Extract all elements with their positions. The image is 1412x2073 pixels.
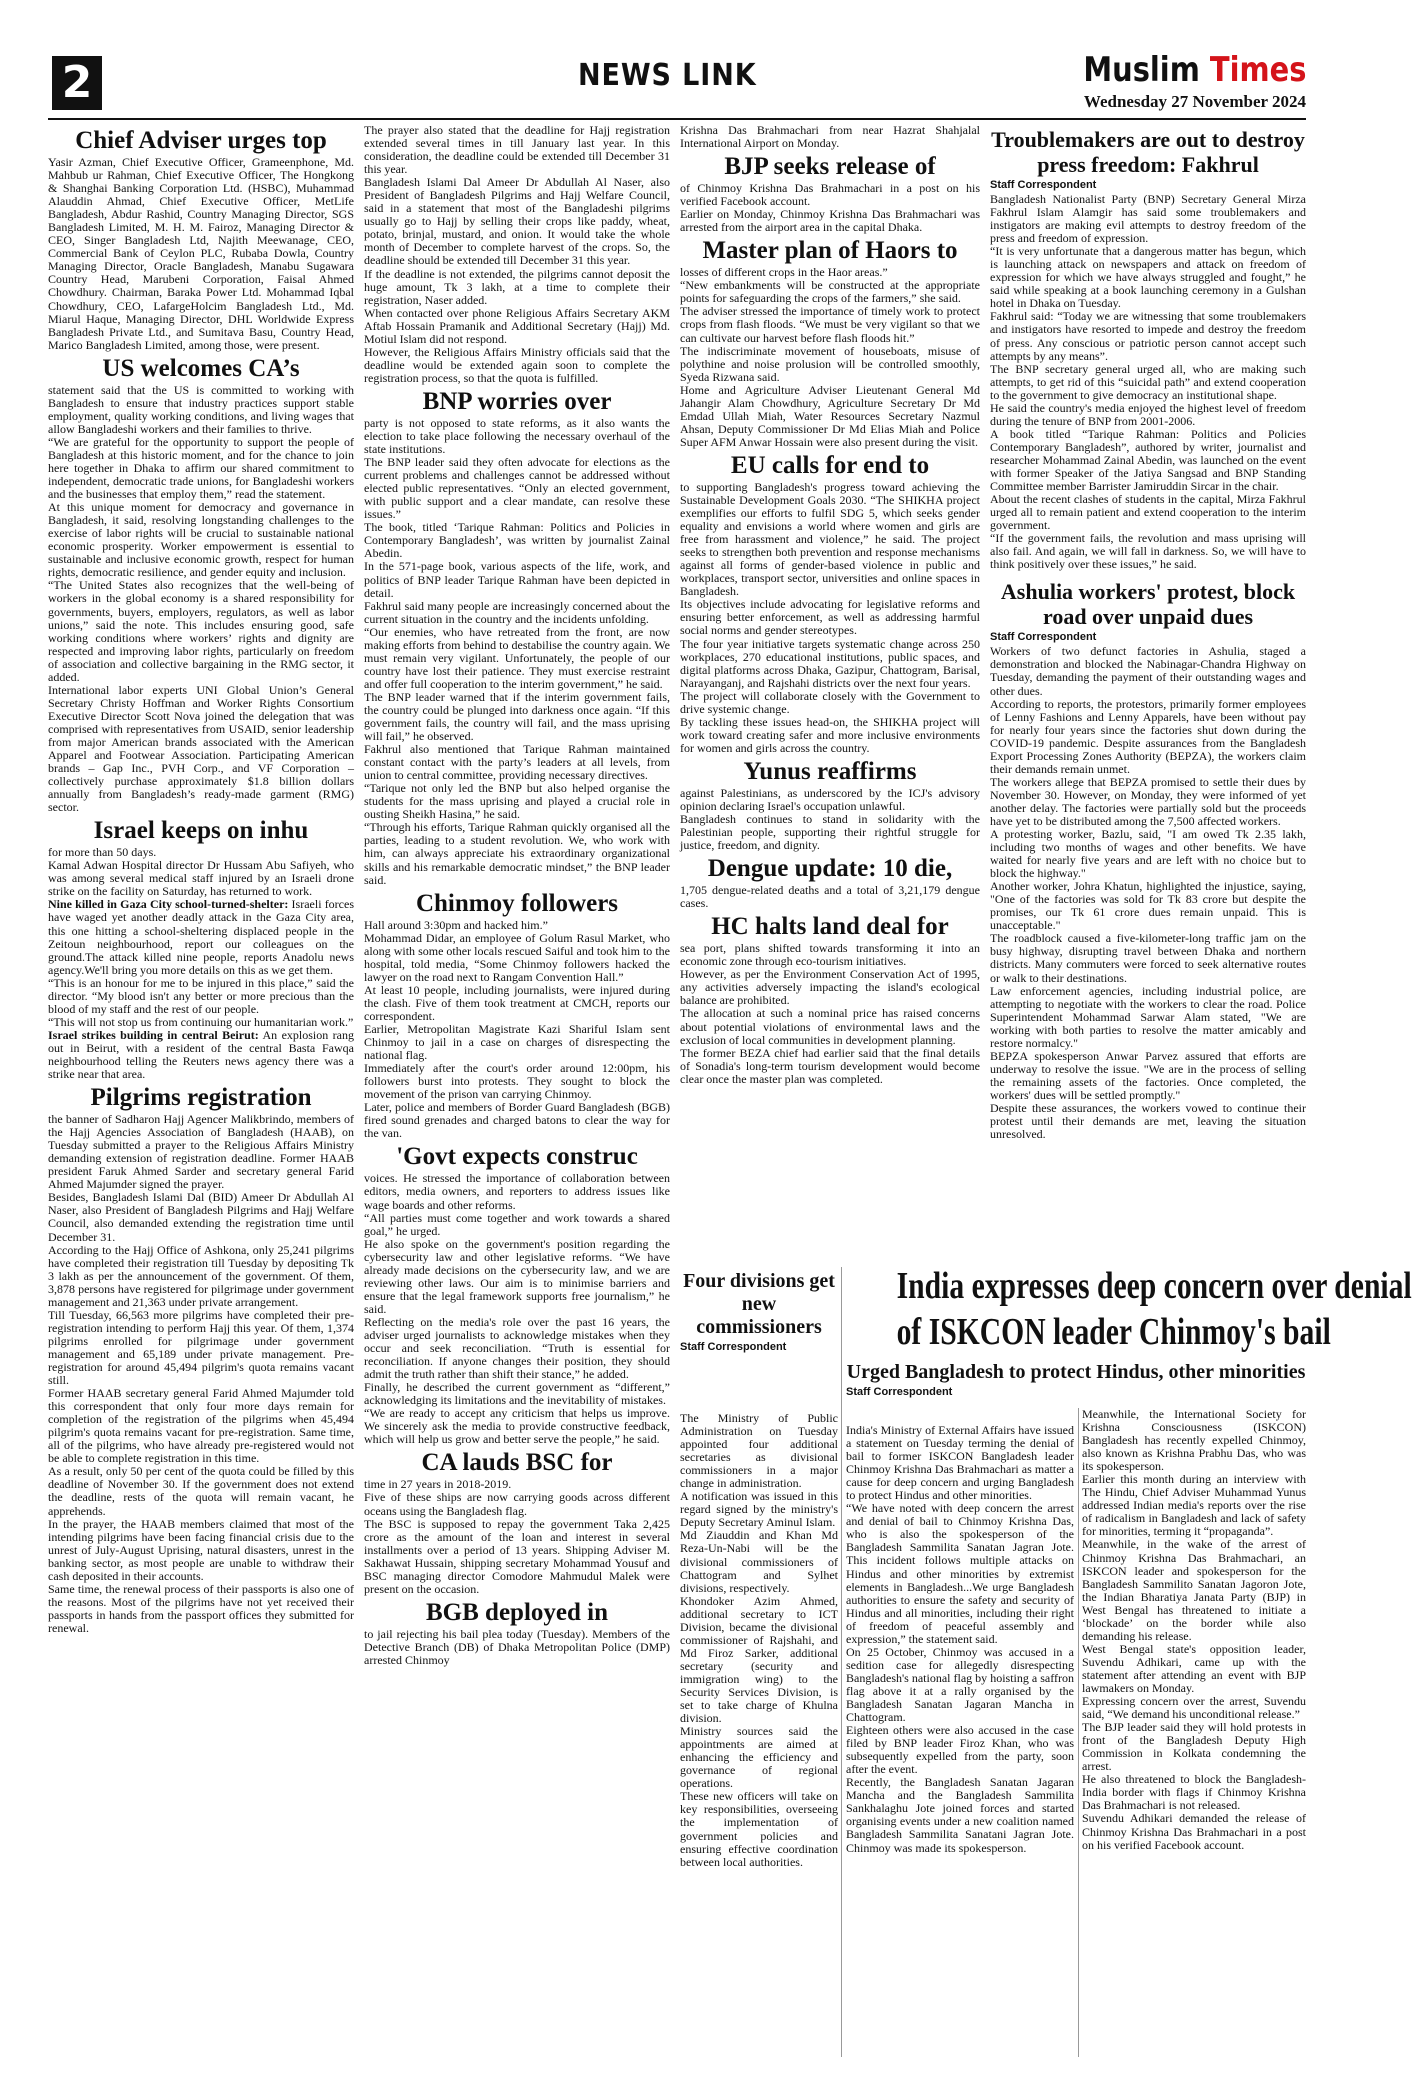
paragraph-text: Israeli forces have waged yet another deadly attack in the Gaza City area, this one hitting a school-sheltering displaced people in the Zeitoun neighbourhood, report our colleagues on the ground.The attack killed nine people, reports Anadolu news agency.We'll bring you more details on this as we get them. (48, 897, 355, 977)
paragraph: About the recent clashes of students in the capital, Mirza Fakhrul urged all to remain patient and extend cooperation to the interim government. (990, 492, 1306, 533)
newspaper-logo (1083, 50, 1306, 90)
paragraph: Bangladesh continues to stand in solidarity with the Palestinian people, supporting their rightful struggle for justice, freedom, and dignity. (680, 812, 980, 853)
paragraph: losses of different crops in the Haor areas.” (680, 265, 888, 280)
paragraph: The prayer also stated that the deadline for Hajj registration extended several times in till January last year. In this consideration, the deadline could be extended till December 31 this year. (364, 123, 670, 177)
headline: Ashulia workers' protest, block road over unpaid dues (1000, 579, 1296, 630)
column-1 (48, 124, 354, 2059)
paragraph: “All parties must come together and work towards a shared goal,” he urged. (364, 1210, 670, 1238)
india-lead-head (846, 1263, 1412, 1400)
headline: BGB deployed in (426, 1598, 608, 1626)
paragraph: The project will collaborate closely with the Government to drive systemic change. (680, 688, 980, 716)
india-body-col-1 (846, 1424, 1074, 2052)
paragraph: According to reports, the protestors, primarily former employees of Lenny Fashions and Lenny Apparels, have been without pay for nearly four years since the factories shut down during the COVID-19 pandemic. Despite assurances from the Bangladesh Export Processing Zones Authority (BEPZA), the workers claim their demands remain unmet. (990, 696, 1306, 776)
paragraph: “If the government fails, the revolution and mass uprising will also fail. And again, we will fall in darkness. So, we will have to think positively over these issues,” he said. (990, 531, 1306, 572)
headline: Israel keeps on inhu (93, 817, 309, 845)
paragraph: Fakhrul said: “Today we are witnessing that some troublemakers and instigators have resorted to impede and destroy the freedom of press. Any conscious or patriotic person cannot accept such attempts by any means”. (990, 309, 1306, 363)
paragraph: The BJP leader said they will hold protests in front of the Bangladesh Deputy High Commission in Kolkata condemning the arrest. (1082, 1720, 1306, 1774)
paragraph: of Chinmoy Krishna Das Brahmachari in a post on his verified Facebook account. (680, 181, 980, 209)
paragraph: voices. He stressed the importance of collaboration between editors, media owners, and reporters to address issues like wage boards and other reforms. (364, 1171, 670, 1212)
paragraph: “This is an honour for me to be injured in this place,” said the director. “My blood isn't any better or more precious than the blood of my staff and the rest of our people. (48, 975, 354, 1016)
paragraph: Recently, the Bangladesh Sanatan Jagaran Mancha and the Bangladesh Sammilita Sankhalaghu Jote joined forces and started organising events under a new coalition named Bangladesh Sammilita Sanatani Jagran Jote. Chinmoy was made its spokesperson. (846, 1775, 1074, 1855)
paragraph: to jail rejecting his bail plea today (Tuesday). Members of the Detective Branch (DB) of Dhaka Metropolitan Police (DMP) arrested Chinmoy (364, 1626, 670, 1667)
paragraph: The former BEZA chief had earlier said that the final details of Sonadia's long-term tourism development would become clear once the master plan was completed. (680, 1045, 980, 1086)
paragraph (48, 1029, 354, 1081)
paragraph: However, as per the Environment Conservation Act of 1995, any activities adversely impacting the island's ecological balance are prohibited. (680, 967, 980, 1008)
paragraph: 1,705 dengue-related deaths and a total of 3,21,179 dengue cases. (680, 883, 980, 911)
paragraph: On 25 October, Chinmoy was accused in a sedition case for allegedly disrespecting Bangladesh's national flag by hoisting a saffron flag above it at a rally organised by the Bangladesh Sanatan Jagaran Mancha in Chattogram. (846, 1644, 1074, 1725)
paragraph: According to the Hajj Office of Ashkona, only 25,241 pilgrims have completed their registration till Tuesday by depositing Tk 3 lakh as per the announcement of the government. Of them, 3,878 persons have registered for pilgrimage under government management and 21,363 under private arrangement. (48, 1242, 354, 1309)
subhead: Israel strikes building in central Beirut: (48, 1027, 259, 1042)
headline: BJP seeks release of (724, 153, 936, 181)
paragraph: At least 10 people, including journalists, were injured during the clash. Five of them took treatment at CMCH, reports our correspondent. (364, 982, 670, 1023)
paragraph: “We are ready to accept any criticism that helps us improve. We sincerely ask the media to provide constructive feedback, which will help us grow and better serve the people,” he said. (364, 1406, 670, 1447)
paragraph: to supporting Bangladesh's progress toward achieving the Sustainable Development Goals 2030. “The SHIKHA project exemplifies our efforts to fulfil SDG 5, which seeks gender equality and envisions a world where women and girls are free from harassment and violence,” he said. The project seeks to strengthen both prevention and response mechanisms against all forms of gender-based violence in public and workplaces, transport sector, universities and online spaces in Bangladesh. (680, 479, 980, 599)
paragraph: Former HAAB secretary general Farid Ahmed Majumder told this correspondent that only four more days remain for completion of the registration of the pilgrims when 45,494 pilgrim's quota remains vacant for pre-registration. Same time, all of the pilgrims, who have already pre-registered would not be able to complete registration in this time. (48, 1386, 354, 1466)
headline: 'Govt expects construc (396, 1143, 638, 1171)
paragraph: When contacted over phone Religious Affairs Secretary AKM Aftab Hossain Pramanik and Additional Secretary (Hajj) Md. Motiul Islam did not respond. (364, 305, 670, 346)
headline: Four divisions get new commissioners (683, 1270, 835, 1338)
paragraph: Reflecting on the media's role over the past 16 years, the adviser urged journalists to acknowledge mistakes when they occur and seek reconciliation. “Truth is essential for reconciliation. If anyone changes their position, they should admit the truth rather than shift their stance,” he added. (364, 1314, 670, 1382)
paragraph: Law enforcement agencies, including industrial police, are attempting to negotiate with the workers to clear the road. Police Superintendent Mohammad Sarwar Alam stated, "We are working with both parties to resolve the matter amicably and restore normalcy." (990, 983, 1306, 1050)
paragraph: The roadblock caused a five-kilometer-long traffic jam on the busy highway, disrupting travel between Dhaka and northern districts. Many commuters were forced to seek alternative routes or walk to their destinations. (990, 931, 1306, 985)
paragraph: Same time, the renewal process of their passports is also one of the reasons. Most of the pilgrims have not yet received their passports in hands from the passport offices they submitted for renewal. (48, 1581, 354, 1635)
paragraph: International labor experts UNI Global Union’s General Secretary Christy Hoffman and Worker Rights Consortium Executive Director Scott Nova joined the delegation that was comprised with representatives from USAID, senior leadership from major American brands associated with the American Apparel and Footwear Association. Participating American brands – Gap Inc., PVH Corp., and VF Corporation – collectively purchase approximately $1.8 billion dollars annually from Bangladesh’s ready-made garment (RMG) sector. (48, 682, 354, 815)
paragraph: A protesting worker, Bazlu, said, "I am owed Tk 2.35 lakh, including two months of wages and other benefits. We have waited for nearly five years and are left with no choice but to block the highway." (990, 827, 1306, 881)
column-4 (990, 124, 1306, 1254)
byline: Staff Correspondent (846, 1386, 953, 1398)
headline: CA lauds BSC for (421, 1449, 613, 1477)
paragraph: “New embankments will be constructed at the appropriate points for safeguarding the crops of the farmers,” she said. (680, 278, 980, 306)
paragraph: Meanwhile, the International Society for Krishna Consciousness (ISKCON) Bangladesh has recently expelled Chinmoy, also known as Krishna Prabhu Das, who was its spokesperson. (1082, 1407, 1306, 1474)
paragraph: Home and Agriculture Adviser Lieutenant General Md Jahangir Alam Chowdhury, Agriculture Secretary Dr Md Emdad Ullah Miah, Water Resources Secretary Nazmul Ahsan, Deputy Commissioner Dr Md Elias Miah and Police Super AFM Anwar Hossain were also present during the visit. (680, 382, 980, 449)
paragraph: The book, titled ‘Tarique Rahman: Politics and Policies in Contemporary Bangladesh’, was written by journalist Zainal Abedin. (364, 520, 670, 561)
paragraph: Its objectives include advocating for legislative reforms and ensuring better enforcement, as well as addressing harmful social norms and gender stereotypes. (680, 597, 980, 638)
paragraph: Bangladesh Nationalist Party (BNP) Secretary General Mirza Fakhrul Islam Alamgir has said some troublemakers and instigators are making evil attempts to destroy freedom of the press and freedom of expression. (990, 192, 1306, 246)
headline: Chinmoy followers (415, 889, 619, 917)
four-divisions-head (680, 1267, 838, 1355)
paragraph: A book titled “Tarique Rahman: Politics and Policies Contemporary Bangladesh”, authored by writer, journalist and researcher Mohammad Zainal Abedin, was launched on the event with former Speaker of the Jatiya Sangsad and BNP Standing Committee member Barrister Jamiruddin Sircar in the chair. (990, 426, 1306, 494)
paragraph: He also threatened to block the Bangladesh-India border with flags if Chinmoy Krishna Das Brahmachari is not released. (1082, 1772, 1306, 1813)
paragraph-text: An explosion rang out in Beirut, with a resident of the central Basta Fawqa neighbourhood telling the Reuters news agency there was a strike near that area. (48, 1027, 354, 1082)
paragraph: Immediately after the court's order around 12:00pm, his followers burst into protests. They sought to block the movement of the prison van carrying Chinmoy. (364, 1061, 670, 1102)
paragraph: West Bengal state's opposition leader, Suvendu Adhikari, came up with the statement after attending an event with BJP lawmakers on Monday. (1082, 1641, 1306, 1695)
headline: EU calls for end to (730, 451, 930, 479)
paragraph: By tackling these issues head-on, the SHIKHA project will work toward creating safer and more inclusive environments for women and girls across the country. (680, 714, 980, 755)
column-2 (364, 124, 670, 2059)
paragraph: “This will not stop us from continuing our humanitarian work.” (48, 1014, 354, 1029)
paragraph: Expressing concern over the arrest, Suvendu said, “We demand his unconditional release.” (1082, 1694, 1306, 1722)
headline: BNP worries over (422, 387, 612, 415)
india-body-col-2 (1082, 1408, 1306, 2052)
paragraph: The four year initiative targets systematic change across 250 workplaces, 270 educational institutions, public spaces, and digital platforms across Dhaka, Gazipur, Chattogram, Barisal, Narayanganj, and Rajshahi districts over the next four years. (680, 636, 980, 690)
paragraph: Meanwhile, in the wake of the arrest of Chinmoy Krishna Das Brahmachari, an ISKCON leader and spokesperson for the Bangladesh Sammilito Sanatan Jagoron Jote, the Indian Bharatiya Janata Party (BJP) in West Bengal has threatened to initiate a ‘blockade’ on the border while also demanding his release. (1082, 1537, 1306, 1643)
issue-date: Wednesday 27 November 2024 (1083, 92, 1306, 111)
paragraph: As a result, only 50 per cent of the quota could be filled by this deadline of November 30. If the government does not extend the deadline, rests of the quota will remain vacant, he apprehends. (48, 1464, 354, 1518)
paragraph: At this unique moment for democracy and governance in Bangladesh, it said, resolving longstanding challenges to the exercise of labor rights will be crucial to sustainable national economic prosperity. Worker empowerment is essential to sustainable and inclusive economic growth, respect for human rights, democratic resilience, and gender equity and inclusion. (48, 500, 354, 580)
paragraph: However, the Religious Affairs Ministry officials said that the deadline would be extended again soon to complete the registration process, so that the quota is fulfilled. (364, 344, 670, 385)
paragraph: The Ministry of Public Administration on Tuesday appointed four additional secretaries as divisional commissioners in a major change in administration. (680, 1411, 838, 1491)
paragraph: “Through his efforts, Tarique Rahman quickly organised all the parties, leading to a student revolution. We, who work with him, can always appreciate his extraordinary organizational skills and his remarkable democratic mindset,” the BNP leader said. (364, 820, 670, 887)
paragraph: Hall around 3:30pm and hacked him.” (364, 917, 548, 932)
paragraph: The adviser stressed the importance of timely work to protect crops from flash floods. “We must be very vigilant so that we can cultivate our harvest before flash floods hit.” (680, 304, 980, 345)
paragraph: the banner of Sadharon Hajj Agencer Malikbrindo, members of the Hajj Agencies Association of Bangladesh (HAAB), on Tuesday submitted a prayer to the Religious Affairs Ministry demanding extension of registration deadline. Former HAAB president Faruk Ahmed Sarder and secretary general Farid Ahmed Majumder signed the prayer. (48, 1112, 354, 1192)
paragraph: party is not opposed to state reforms, as it also wants the election to take place following the necessary overhaul of the state institutions. (364, 415, 670, 457)
page-number: 2 (52, 56, 102, 110)
headline: HC halts land deal for (711, 913, 949, 941)
paragraph: “We have noted with deep concern the arrest and denial of bail to Chinmoy Krishna Das, who is also the spokesperson of the Bangladesh Sammilita Sanatan Jagran Jote. This incident follows multiple attacks on Hindus and other minorities by extremist elements in Bangladesh...We urge Bangladesh authorities to ensure the safety and security of Hindus and all minorities, including their right of freedom of peaceful assembly and expression,” the statement said. (846, 1501, 1074, 1646)
paragraph: BEPZA spokesperson Anwar Parvez assured that efforts are underway to resolve the issue. "We are in the process of selling the remaining assets of the factories. Once completed, the workers' dues will be settled promptly." (990, 1048, 1306, 1102)
paragraph: Yasir Azman, Chief Executive Officer, Grameenphone, Md. Mahbub ur Rahman, Chief Executive Officer, The Hongkong & Shanghai Banking Corporation Ltd. (HSBC), Muhammad Alauddin Ahmad, Chief Executive Officer, MetLife Bangladesh, Abdur Rashid, Country Managing Director, SGS Bangladesh Limited, M. H. M. Fairoz, Managing Director & CEO, Singer Bangladesh Ltd, Najith Meewanage, CEO, Commercial Bank of Ceylon PLC, Rubaba Dowla, Country Managing Director, Oracle Bangladesh, Manabu Sugawara Country Head, Marubeni Corporation, Faisal Ahmed Chowdhury. Chairman, Baraka Power Ltd. Mohammad Iqbal Chowdhury, CEO, LafargeHolcim Bangladesh Ltd., Md. Miarul Haque, Managing Director, DHL Worldwide Express Bangladesh Private Ltd., and Sumitava Basu, Country Head, Marico Bangladesh Limited, among those, were present. (48, 155, 354, 352)
paragraph: “We are grateful for the opportunity to support the people of Bangladesh at this historic moment, and for the chance to join here together in Dhaka to affirm our shared commitment to independent, democratic trade unions, for Bangladeshi workers and the businesses that employ them,” read the statement. (48, 434, 354, 502)
headline: Master plan of Haors to (702, 237, 958, 265)
paragraph: The BSC is supposed to repay the government Taka 2,425 crore as the amount of the loan and interest in several installments over a period of 13 years. Shipping Adviser M. Sakhawat Hussain, shipping secretary Mohammad Yousuf and BSC managing director Comodore Mahmudul Malek were present on the occasion. (364, 1516, 670, 1596)
column-3 (680, 124, 980, 1259)
paragraph: sea port, plans shifted towards transforming it into an economic zone through eco-tourism initiatives. (680, 941, 980, 969)
paragraph: The allocation at such a nominal price has raised concerns about potential violations of environmental laws and the exclusion of local communities in development planning. (680, 1006, 980, 1047)
paragraph: Eighteen others were also accused in the case filed by BNP leader Firoz Khan, who was subsequently expelled from the party, soon after the event. (846, 1723, 1074, 1777)
four-divisions-body (680, 1412, 838, 2052)
column-rule (1078, 1408, 1079, 2057)
paragraph: time in 27 years in 2018-2019. (364, 1477, 512, 1492)
byline: Staff Correspondent (680, 1341, 787, 1353)
logo-word-times: Times (1209, 50, 1306, 90)
paragraph: Later, police and members of Border Guard Bangladesh (BGB) fired sound grenades and charged batons to clear the way for the van. (364, 1100, 670, 1141)
paragraph: If the deadline is not extended, the pilgrims cannot deposit the huge amount, Tk 3 lakh, at a time to complete their registration, Naser added. (364, 266, 670, 307)
paragraph: Fakhrul also mentioned that Tarique Rahman maintained constant contact with the party’s leaders at all levels, from union to central committee, providing necessary directives. (364, 742, 670, 783)
headline: Chief Adviser urges top (75, 127, 327, 154)
paragraph: Despite these assurances, the workers vowed to continue their protest until their demands are met, leaving the situation unresolved. (990, 1101, 1306, 1142)
headline: Troublemakers are out to destroy press freedom: Fakhrul (991, 127, 1305, 177)
paragraph: A notification was issued in this regard signed by the ministry's Deputy Secretary Aminul Islam. (680, 1489, 838, 1530)
paragraph: “Our enemies, who have retreated from the front, are now making efforts from behind to destabilise the country again. We must remain very vigilant. Unfortunately, the people of our country have lost their patience. They must exercise restraint and offer full cooperation to the interim government,” he said. (364, 624, 670, 691)
headline: US welcomes CA’s (102, 354, 300, 382)
paragraph: In the 571-page book, various aspects of the life, work, and politics of BNP leader Tarique Rahman have been depicted in detail. (364, 559, 670, 600)
paragraph (48, 898, 354, 976)
paragraph: India's Ministry of External Affairs have issued a statement on Tuesday terming the denial of bail to former ISKCON Bangladesh leader Chinmoy Krishna Das Brahmachari as matter a cause for deep concern and urging Bangladesh to protect Hindus and other minorities. (846, 1423, 1074, 1503)
paragraph: Finally, he described the current government as “different,” acknowledging its limitations and the inevitability of mistakes. (364, 1380, 670, 1408)
paragraph: Fakhrul said many people are increasingly concerned about the current situation in the country and the incidents unfolding. (364, 598, 670, 626)
paragraph: statement said that the US is committed to working with Bangladesh to ensure that industry practices support stable employment, quality working conditions, and living wages that allow Bangladeshi workers and their families to thrive. (48, 382, 354, 436)
paragraph: Khondoker Azim Ahmed, additional secretary to ICT Division, became the divisional commissioner of Rajshahi, and Md Firoz Sarker, additional secretary (security and immigration wing) to the Security Services Division, is set to take charge of Khulna division. (680, 1593, 838, 1726)
paragraph: Workers of two defunct factories in Ashulia, staged a demonstration and blocked the Nabinagar-Chandra Highway on Tuesday, demanding the payment of their outstanding wages and other dues. (990, 644, 1306, 698)
headline: Dengue update: 10 die, (707, 855, 953, 883)
headline: Pilgrims registration (90, 1084, 312, 1112)
paragraph: Suvendu Adhikari demanded the release of Chinmoy Krishna Das Brahmachari in a post on his verified Facebook account. (1082, 1811, 1306, 1852)
lead-headline-line-1: India expresses deep concern over denial (896, 1265, 1412, 1307)
paragraph: Earlier this month during an interview with The Hindu, Chief Adviser Muhammad Yunus addressed Indian media's reports over the rise of radicalism in Bangladesh and lack of safety for minorities, terming it “propaganda”. (1082, 1472, 1306, 1539)
paragraph: The BNP leader warned that if the interim government fails, the country could be plunged into darkness once again. “If this government fails, the country will fail, and the mass uprising will fail,” he observed. (364, 689, 670, 744)
paragraph: He also spoke on the government's position regarding the cybersecurity law and other legislative reforms. “We have already made decisions on the cybersecurity law, and we are reviewing other laws. Our aim is to minimise barriers and ensure that the legal framework supports free journalism,” he said. (364, 1236, 670, 1316)
paragraph: for more than 50 days. (48, 845, 157, 860)
paragraph: Kamal Adwan Hospital director Dr Hussam Abu Safiyeh, who was among several medical staff injured by an Israeli drone strike on the facility on Saturday, has returned to work. (48, 858, 354, 899)
paragraph: The BNP secretary general urged all, who are making such attempts, to get rid of this “suicidal path” and extend cooperation to the government to give democracy an institutional shape. (990, 361, 1306, 402)
byline: Staff Correspondent (990, 179, 1097, 191)
paragraph: Bangladesh Islami Dal Ameer Dr Abdullah Al Naser, also President of Bangladesh Pilgrims and Hajj Welfare Council, said in a statement that most of the Bangladeshi pilgrims usually go to Hajj by selling their crops like paddy, wheat, potato, brinjal, mustard, and onion. It would take the whole month of December to complete harvest of the crops. So, the deadline should be extended till December 31 this year. (364, 175, 670, 268)
masthead (48, 50, 1306, 120)
paragraph: Till Tuesday, 66,563 more pilgrims have completed their pre-registration intending to perform Hajj this year. Of them, 1,374 pilgrims enrolled for pilgrimage under government management and 65,189 under private management. Pre-registration for around 45,494 pilgrim's quota remains vacant still. (48, 1307, 354, 1388)
paragraph: against Palestinians, as underscored by the ICJ's advisory opinion declaring Israel's occupation unlawful. (680, 785, 980, 813)
section-title: NEWS LINK (578, 58, 757, 93)
paragraph: Ministry sources said the appointments are aimed at enhancing the efficiency and governance of regional operations. (680, 1724, 838, 1791)
paragraph: He said the country's media enjoyed the highest level of freedom during the tenure of BNP from 2001-2006. (990, 400, 1306, 428)
paragraph: “The United States also recognizes that the well-being of workers in the global economy is a shared responsibility for governments, buyers, employers, regulators, as well as labor unions,” said the note. This includes ensuring good, safe working conditions where workers’ rights and dignity are respected and improving labor rights, particularly on freedom of association and collective bargaining in the RMG sector, it added. (48, 578, 354, 684)
column-rule (841, 1267, 842, 2057)
paragraph: The workers allege that BEPZA promised to settle their dues by November 30. However, on Monday, they were informed of yet another delay. The factories were partially sold but the proceeds have yet to be distributed among the 7,500 affected workers. (990, 774, 1306, 828)
paragraph: “It is very unfortunate that a dangerous matter has begun, which is launching attack on newspapers and attack on freedom of expression for which we have always struggled and fought,” he said while speaking at a book launching ceremony in a Gulshan hotel in Dhaka on Tuesday. (990, 244, 1306, 311)
paragraph: Md Ziauddin and Khan Md Reza-Un-Nabi will be the divisional commissioners of Chattogram and Sylhet divisions, respectively. (680, 1528, 838, 1595)
lead-subheadline: Urged Bangladesh to protect Hindus, other minorities (846, 1361, 1306, 1383)
paragraph: These new officers will take on key responsibilities, overseeing the implementation of government policies and ensuring effective coordination between local authorities. (680, 1789, 838, 1869)
paragraph: Mohammad Didar, an employee of Golum Rasul Market, who along with some other locals rescued Saiful and took him to the hospital, told media, “Some Chinmoy followers hacked the lawyer on the road next to Rangam Convention Hall.” (364, 930, 670, 984)
subhead: Nine killed in Gaza City school-turned-shelter: (48, 897, 289, 912)
headline: Yunus reaffirms (743, 757, 917, 785)
logo-word-muslim: Muslim (1082, 50, 1210, 90)
paragraph: Besides, Bangladesh Islami Dal (BID) Ameer Dr Abdullah Al Naser, also President of Bangladesh Pilgrims and Hajj Welfare Council, also demanded extending the registration time until December 31. (48, 1190, 354, 1244)
paragraph: Earlier on Monday, Chinmoy Krishna Das Brahmachari was arrested from the airport area in the capital Dhaka. (680, 207, 980, 235)
paragraph: In the prayer, the HAAB members claimed that most of the intending pilgrims have been facing financial crisis due to the unrest of July-August Uprising, natural disasters, unrest in the banking sector, as most people are unable to withdraw their cash deposited in their accounts. (48, 1516, 354, 1583)
lead-headline-line-2: of ISKCON leader Chinmoy's bail (896, 1311, 1331, 1353)
paragraph: The BNP leader said they often advocate for elections as the current problems and challenges cannot be addressed without elected public representatives. “Only an elected government, with public support and a clear mandate, can resolve these issues.” (364, 455, 670, 522)
paragraph: Krishna Das Brahmachari from near Hazrat Shahjalal International Airport on Monday. (680, 123, 980, 151)
paragraph: Earlier, Metropolitan Magistrate Kazi Shariful Islam sent Chinmoy to jail in a case on charges of disrespecting the national flag. (364, 1022, 670, 1063)
byline: Staff Correspondent (990, 631, 1097, 644)
paragraph: “Tarique not only led the BNP but also helped organise the students for the mass uprising and played a crucial role in ousting Sheikh Hasina,” he said. (364, 781, 670, 822)
paragraph: Five of these ships are now carrying goods across different oceans using the Bangladesh flag. (364, 1490, 670, 1518)
paragraph: The indiscriminate movement of houseboats, misuse of polythine and noise prolusion will be controlled smoothly, Syeda Rizwana said. (680, 343, 980, 384)
paragraph: Another worker, Johra Khatun, highlighted the injustice, saying, "One of the factories was sold for Tk 83 crore but despite the promises, our Tk 61 crore dues remain unpaid. This is unacceptable." (990, 879, 1306, 933)
